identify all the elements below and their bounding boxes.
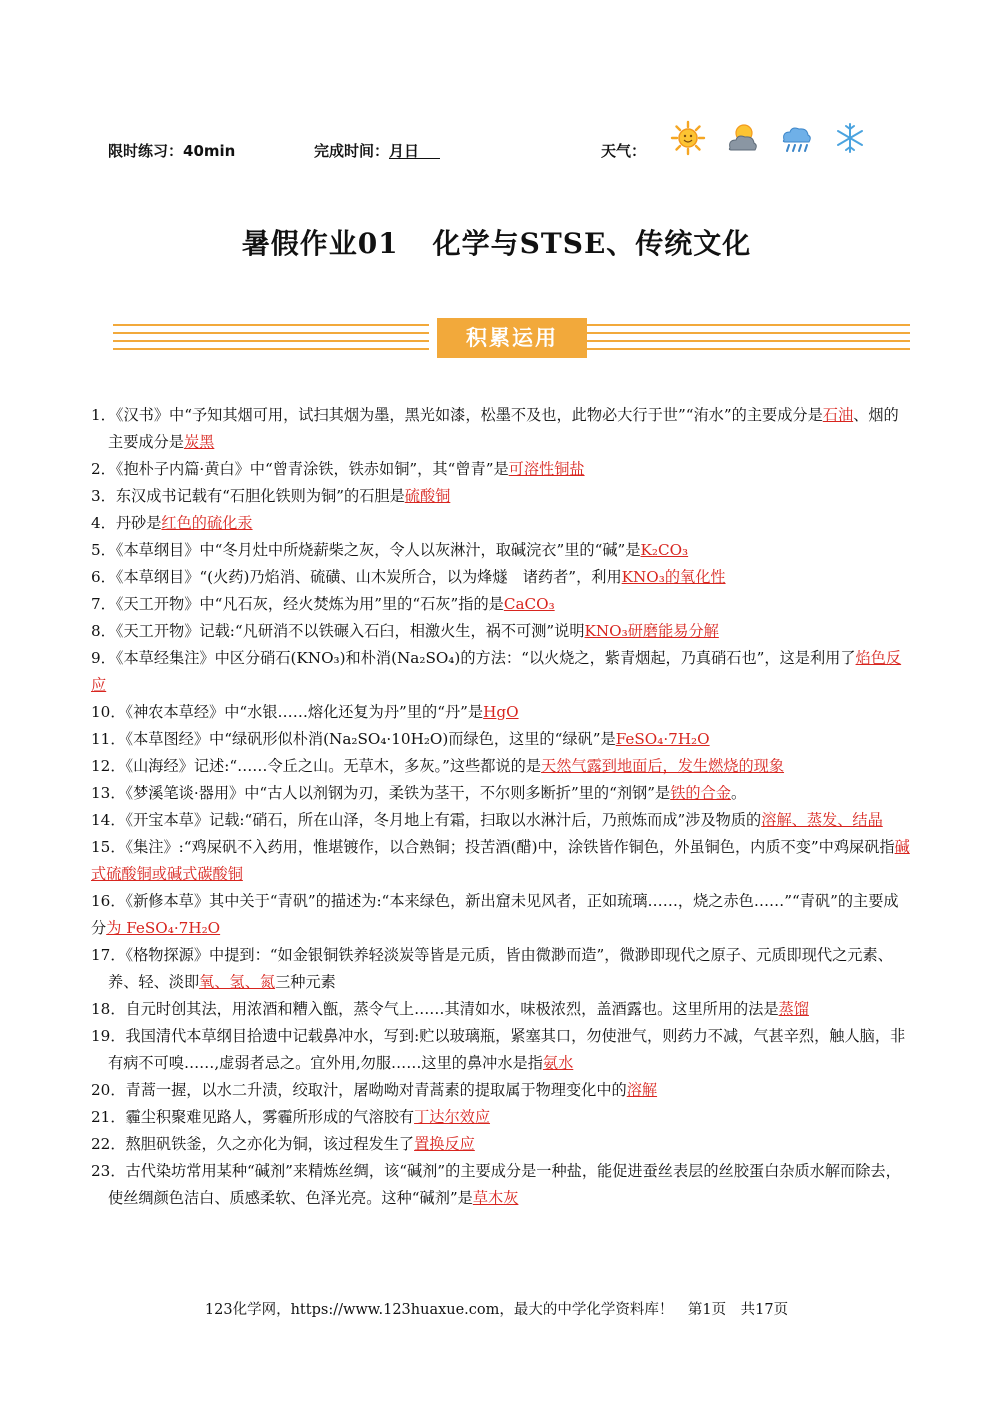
question-number: 21． <box>91 1108 126 1126</box>
answer-text: HgO <box>483 703 519 721</box>
day-label: 日 <box>404 142 420 160</box>
weather-label: 天气： <box>601 142 647 160</box>
snowflake-icon[interactable] <box>832 120 868 156</box>
question-text: 《汉书》中“予知其烟可用，试扫其烟为墨，黑光如漆，松墨不及也，此物必大行于世”“洧水”的主要成分是 <box>115 406 823 424</box>
answer-text: 丁达尔效应 <box>414 1108 491 1126</box>
question-number: 15． <box>91 838 126 856</box>
answer-text: 置换反应 <box>414 1135 475 1153</box>
section-badge: 积累运用 <box>437 318 587 358</box>
question-text: 自元时创其法，用浓酒和糟入甑，蒸令气上……其清如水，味极浓烈，盖酒露也。这里所用的法是 <box>125 1000 779 1018</box>
question-item <box>91 537 913 564</box>
sun-icon[interactable] <box>670 120 706 156</box>
question-text: 《山海经》记述:“……令丘之山。无草木，多灰。”这些都说的是 <box>125 757 542 775</box>
question-number: 20． <box>91 1081 126 1099</box>
answer-text: KNO₃研磨能易分解 <box>584 622 719 640</box>
month-label: 月 <box>389 142 405 160</box>
question-item <box>91 1104 913 1131</box>
question-number: 2． <box>91 460 116 478</box>
question-item <box>91 1131 913 1158</box>
question-text: 《天工开物》中“凡石灰，经火焚炼为用”里的“石灰”指的是 <box>115 595 504 613</box>
title-part2: 化学与STSE、传统文化 <box>432 227 752 260</box>
question-text: 《本草图经》中“绿矾形似朴消(Na₂SO₄·10H₂O)而绿色，这里的“绿矾”是 <box>125 730 616 748</box>
question-number: 7． <box>91 595 116 613</box>
question-number: 9． <box>91 649 116 667</box>
question-item <box>91 699 913 726</box>
question-number: 18． <box>91 1000 126 1018</box>
question-number: 16． <box>91 892 126 910</box>
answer-text: 天然气露到地面后，发生燃烧的现象 <box>541 757 785 775</box>
answer-text: 蒸馏 <box>778 1000 809 1018</box>
question-text: 古代染坊常用某种“碱剂”来精炼丝绸，该“碱剂”的主要成分是一种盐，能促进蚕丝表层的丝胶蛋白杂质水解而除去，使丝绸颜色洁白、质感柔软、色泽光亮。这种“碱剂”是 <box>108 1162 901 1207</box>
question-number: 10． <box>91 703 126 721</box>
partly-cloudy-icon[interactable] <box>724 120 760 156</box>
answer-text: 溶解 <box>626 1081 658 1099</box>
answer-text: 可溶性铜盐 <box>508 460 585 478</box>
answer-text: 溶解、蒸发、结晶 <box>761 811 883 829</box>
page-footer: 123化学网，https://www.123huaxue.com，最大的中学化学资料库！ 第1页 共17页 <box>204 1302 789 1318</box>
question-text: 熬胆矾铁釜，久之亦化为铜，该过程发生了 <box>125 1135 415 1153</box>
answer-text: KNO₃的氧化性 <box>621 568 726 586</box>
question-number: 22． <box>91 1135 126 1153</box>
question-text: 《开宝本草》记载:“硝石，所在山泽，冬月地上有霜，扫取以水淋汁后，乃煎炼而成”涉及物质的 <box>125 811 762 829</box>
answer-text: 草木灰 <box>472 1189 519 1207</box>
question-item <box>91 483 913 510</box>
question-item <box>91 456 913 483</box>
question-item <box>91 618 913 645</box>
question-text: 《集注》:“鸡屎矾不入药用，惟堪镀作，以合熟铜；投苦酒(醋)中，涂铁皆作铜色，外虽铜色，内质不变”中鸡屎矾指 <box>125 838 895 856</box>
question-item <box>91 888 913 942</box>
question-number: 19． <box>91 1027 126 1045</box>
answer-text: FeSO₄·7H₂O <box>615 730 710 748</box>
question-text: 《抱朴子内篇·黄白》中“曾青涂铁，铁赤如铜”，其“曾青”是 <box>115 460 509 478</box>
question-number: 13． <box>91 784 126 802</box>
question-number: 3． <box>91 487 116 505</box>
finish-time-label: 完成时间： <box>314 142 390 160</box>
question-item <box>91 996 913 1023</box>
question-list <box>91 402 913 1212</box>
question-number: 14． <box>91 811 126 829</box>
question-item <box>91 510 913 537</box>
title-part1: 暑假作业01 <box>241 227 399 260</box>
answer-text: 碱式硫酸铜或碱式碳酸铜 <box>91 838 910 883</box>
question-text: 《本草纲目》中“冬月灶中所烧薪柴之灰，令人以灰淋汁，取碱浣衣”里的“碱”是 <box>115 541 641 559</box>
finish-time <box>314 140 419 161</box>
question-text: 丹砂是 <box>115 514 162 532</box>
question-number: 4． <box>91 514 116 532</box>
answer-text: 石油 <box>822 406 854 424</box>
question-text: 《天工开物》记载:“凡研消不以铁碾入石臼，相激火生，祸不可测”说明 <box>115 622 585 640</box>
answer-text: K₂CO₃ <box>640 541 689 559</box>
question-text: 《神农本草经》中“水银……熔化还复为丹”里的“丹”是 <box>125 703 484 721</box>
answer-text: 氨水 <box>542 1054 574 1072</box>
answer-text: CaCO₃ <box>503 595 555 613</box>
question-item <box>91 834 913 888</box>
question-text: 东汉成书记载有“石胆化铁则为铜”的石胆是 <box>115 487 405 505</box>
answer-text: 焰色反应 <box>91 649 902 694</box>
question-text: 青蒿一握，以水二升渍，绞取汁，屠呦呦对青蒿素的提取属于物理变化中的 <box>125 1081 627 1099</box>
page-title <box>0 222 993 262</box>
question-item <box>91 753 913 780</box>
question-text: 、烟的主要成分是 <box>108 406 899 451</box>
question-text: 霾尘积聚难见路人，雾霾所形成的气溶胶有 <box>125 1108 415 1126</box>
answer-text: 氧、氢、氮 <box>199 973 276 991</box>
question-text: 《格物探源》中提到：“如金银铜铁养轻淡炭等皆是元质，皆由微渺而造”，微渺即现代之原子、元质即现代之元素、养、轻、淡即 <box>108 946 893 991</box>
question-text: 《本草纲目》“(火药)乃焰消、硫磺、山木炭所合，以为烽燧 诸药者”，利用 <box>115 568 622 586</box>
question-item <box>91 942 913 996</box>
question-item <box>91 1077 913 1104</box>
rain-cloud-icon[interactable] <box>778 120 814 156</box>
question-item <box>91 564 913 591</box>
question-number: 6． <box>91 568 116 586</box>
answer-text: 铁的合金 <box>670 784 731 802</box>
question-text: 《本草经集注》中区分硝石(KNO₃)和朴消(Na₂SO₄)的方法：“以火烧之，紫青烟起，乃真硝石也”，这是利用了 <box>115 649 856 667</box>
question-number: 11． <box>91 730 126 748</box>
question-text: 《梦溪笔谈·器用》中“古人以剂钢为刃，柔铁为茎干，不尔则多断折”里的“剂钢”是 <box>125 784 671 802</box>
answer-text: 为 FeSO₄·7H₂O <box>106 919 221 937</box>
weather-icons <box>670 120 868 156</box>
question-item <box>91 591 913 618</box>
question-item <box>91 645 913 699</box>
time-limit: 限时练习：40min <box>108 142 236 160</box>
question-text: 。 <box>730 784 747 802</box>
answer-text: 炭黑 <box>183 433 215 451</box>
question-item <box>91 402 913 456</box>
question-number: 17． <box>91 946 126 964</box>
question-number: 1． <box>91 406 116 424</box>
question-item <box>91 1023 913 1077</box>
question-number: 5． <box>91 541 116 559</box>
question-item <box>91 780 913 807</box>
question-number: 23． <box>91 1162 126 1180</box>
answer-text: 硫酸铜 <box>404 487 451 505</box>
question-text: 《新修本草》其中关于“青矾”的描述为:“本来绿色，新出窟未见风者，正如琉璃……，烧之赤色……”“青矾”的主要成分 <box>91 892 899 937</box>
question-text: 三种元素 <box>275 973 336 991</box>
question-text: 我国清代本草纲目拾遗中记载鼻冲水，写到:贮以玻璃瓶，紧塞其口，勿使泄气，则药力不减，气甚辛烈，触人脑，非有病不可嗅……,虚弱者忌之。宜外用,勿服……这里的鼻冲水是指 <box>108 1027 906 1072</box>
question-item <box>91 807 913 834</box>
question-number: 8． <box>91 622 116 640</box>
question-number: 12． <box>91 757 126 775</box>
day-blank[interactable] <box>404 142 440 159</box>
question-item <box>91 1158 913 1212</box>
question-item <box>91 726 913 753</box>
answer-text: 红色的硫化汞 <box>161 514 253 532</box>
